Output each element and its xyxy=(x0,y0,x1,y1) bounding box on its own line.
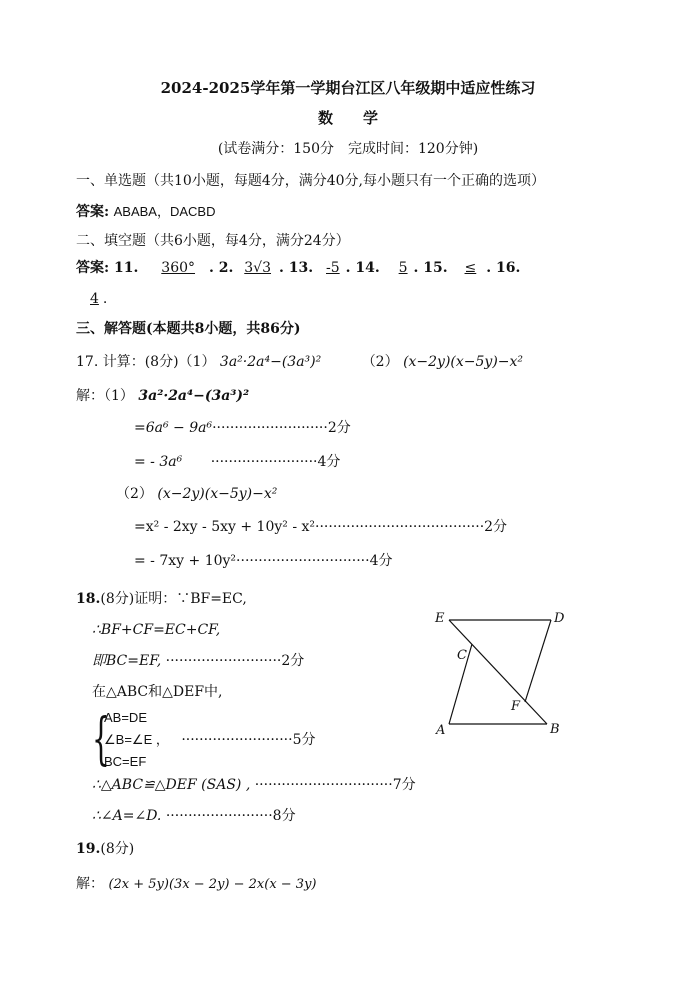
q19-title xyxy=(76,840,134,858)
system-cond: ∠B=∠E ， xyxy=(104,732,169,747)
proof-step: 即BC=EF, xyxy=(92,653,162,669)
fill-blank: 5 xyxy=(398,260,408,276)
label-C: C xyxy=(457,648,467,663)
line-DF xyxy=(525,620,551,702)
q18-line5 xyxy=(92,807,296,825)
sol-expr: (x−2y)(x−5y)−x² xyxy=(157,486,278,502)
answer-label: 答案: xyxy=(76,204,110,220)
leader-dots: ······························ xyxy=(236,553,370,569)
q17-part2-label: （2） xyxy=(361,354,399,370)
sol-expr: 3a²·2a⁴−(3a³)² xyxy=(138,388,250,404)
q18-line1: ∴BF+CF=EC+CF, xyxy=(92,622,221,638)
leader-dots: ······························· xyxy=(254,777,393,793)
q17-step3 xyxy=(134,518,507,536)
step-expr: = - 3a⁶ xyxy=(134,454,183,470)
q18-line4 xyxy=(92,776,416,794)
fill-num: 14. xyxy=(355,260,380,276)
answer-value: ABABA，DACBD xyxy=(113,204,216,219)
step-score: 2分 xyxy=(281,653,305,669)
label-A: A xyxy=(436,723,446,738)
q19-solution xyxy=(76,875,317,894)
q17-label: 17. 计算：(8分)（1） xyxy=(76,354,216,370)
label-E: E xyxy=(435,611,445,626)
fill-num: 16. xyxy=(496,260,521,276)
fill-num: 2. xyxy=(218,260,234,276)
leader-dots: ························· xyxy=(181,732,293,748)
page-title: 2024-2025学年第一学期台江区八年级期中适应性练习 xyxy=(160,79,536,97)
fill-blank: 3√3 xyxy=(244,260,272,276)
leader-dots: ······································ xyxy=(315,519,485,535)
system-brace: { xyxy=(92,707,110,772)
step-score: 5分 xyxy=(292,732,316,748)
fill-num: 15. xyxy=(423,260,448,276)
section3-heading: 三、解答题(本题共8小题，共86分) xyxy=(76,321,301,337)
fill-blank: -5 xyxy=(326,260,340,276)
q18-system-1: AB=DE xyxy=(104,710,147,725)
geometry-figure xyxy=(430,606,570,740)
label-F: F xyxy=(511,699,521,714)
q18-title xyxy=(76,590,247,608)
leader-dots: ·························· xyxy=(212,420,328,436)
fill-blank: 360° xyxy=(161,260,196,276)
section2-answers: 答案: 11. 360° . 2. 3√3 . 13. -5 . 14. 5 . 15. ≤ . 16. xyxy=(76,260,521,276)
step-score: 2分 xyxy=(327,420,351,436)
section1-heading: 一、单选题（共10小题，每题4分，满分40分,每小题只有一个正确的选项） xyxy=(76,173,545,189)
q18-system-3: BC=EF xyxy=(104,754,147,769)
label-D: D xyxy=(554,611,565,626)
q17-part2-solution xyxy=(116,485,277,503)
step-score: 7分 xyxy=(392,777,416,793)
leader-dots: ························ xyxy=(165,808,273,824)
q17-step1 xyxy=(134,419,351,437)
fill-num: 13. xyxy=(288,260,314,276)
q17-expr2: (x−2y)(x−5y)−x² xyxy=(403,354,524,370)
step-expr: =6a⁶ − 9a⁶ xyxy=(134,420,213,436)
step-score: 2分 xyxy=(484,519,508,535)
q18-system-2 xyxy=(104,731,316,749)
sol-label: 解： xyxy=(76,876,104,892)
leader-dots: ························ xyxy=(210,454,318,470)
q17-step2 xyxy=(134,453,340,471)
label-B: B xyxy=(550,722,560,737)
q18-line2 xyxy=(92,652,304,670)
q18-number: 18. xyxy=(76,591,101,607)
proof-step: ∴△ABC≌△DEF (SAS) , xyxy=(92,777,251,793)
q19-number: 19. xyxy=(76,841,101,857)
section2-heading: 二、填空题（共6小题，每4分，满分24分） xyxy=(76,233,350,249)
section1-answer xyxy=(76,203,216,221)
sol-label: 解：（1） xyxy=(76,388,134,404)
q17-step4 xyxy=(134,552,392,570)
sol-label: （2） xyxy=(116,486,153,502)
fill-blank: ≤ xyxy=(464,260,477,276)
section2-answer-16: 4 . xyxy=(76,290,107,308)
step-score: 8分 xyxy=(272,808,296,824)
subject-title: 数 学 xyxy=(317,109,378,127)
answer-label: 答案: xyxy=(76,260,110,276)
step-score: 4分 xyxy=(369,553,393,569)
q17-expr1: 3a²·2a⁴−(3a³)² xyxy=(219,354,322,370)
fill-num: 11. xyxy=(114,260,139,276)
leader-dots: ·························· xyxy=(165,653,282,669)
fill-blank: 4 xyxy=(90,291,99,307)
q18-line3: 在△ABC和△DEF中, xyxy=(92,684,223,700)
step-score: 4分 xyxy=(317,454,341,470)
step-expr: = - 7xy + 10y² xyxy=(134,553,237,569)
q17-solution-label xyxy=(76,387,249,405)
q19-score: (8分) xyxy=(100,841,135,857)
proof-step: ∴∠A=∠D. xyxy=(92,808,162,824)
q17-title xyxy=(76,353,523,371)
q19-expr: (2x + 5y)(3x − 2y) − 2x(x − 3y) xyxy=(108,877,317,892)
step-expr: =x² - 2xy - 5xy + 10y² - x² xyxy=(134,519,316,535)
q18-score: (8分)证明：∵BF=EC, xyxy=(100,591,247,607)
exam-info: (试卷满分：150分 完成时间：120分钟) xyxy=(217,141,479,157)
